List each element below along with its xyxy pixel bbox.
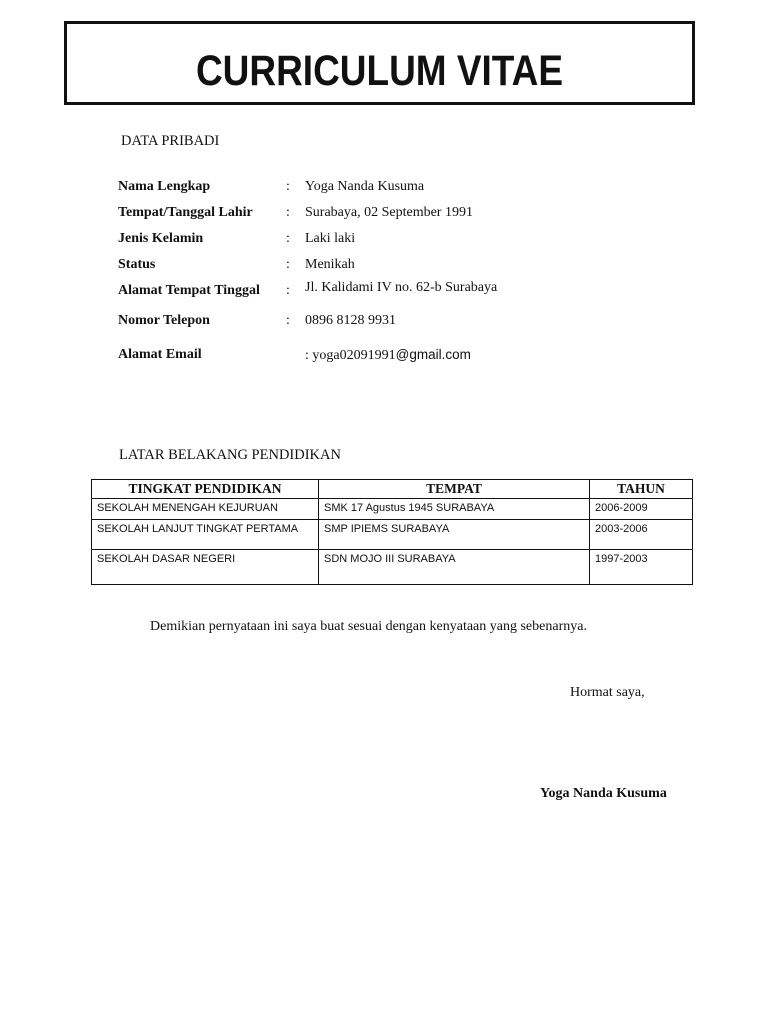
table-row — [92, 499, 693, 520]
table-cell-level: SEKOLAH DASAR NEGERI — [92, 550, 319, 585]
section-title-personal: DATA PRIBADI — [121, 133, 220, 149]
field-label-email: Alamat Email — [118, 347, 202, 362]
table-row — [92, 550, 693, 585]
field-value-address: Jl. Kalidami IV no. 62-b Surabaya — [305, 280, 498, 295]
closing-statement: Demikian pernyataan ini saya buat sesuai dengan kenyataan yang sebenarnya. — [150, 619, 587, 634]
column-header-place: TEMPAT — [319, 480, 590, 499]
field-value-birth: Surabaya, 02 September 1991 — [305, 205, 473, 220]
education-table — [91, 479, 693, 585]
field-value-phone: 0896 8128 9931 — [305, 313, 396, 328]
table-header-row — [92, 480, 693, 499]
field-colon: : — [286, 179, 290, 194]
table-cell-place: SMP IPIEMS SURABAYA — [319, 520, 590, 550]
email-domain: @gmail.com — [395, 347, 471, 362]
field-label-address: Alamat Tempat Tinggal — [118, 283, 260, 298]
column-header-level: TINGKAT PENDIDIKAN — [92, 480, 319, 499]
field-colon: : — [286, 231, 290, 246]
table-cell-year: 2006-2009 — [590, 499, 693, 520]
field-value-gender: Laki laki — [305, 231, 356, 246]
field-label-gender: Jenis Kelamin — [118, 231, 204, 246]
field-value-full-name: Yoga Nanda Kusuma — [305, 179, 425, 194]
closing-greeting: Hormat saya, — [570, 685, 645, 700]
field-colon: : — [286, 205, 290, 220]
field-value-email — [305, 347, 471, 364]
title-box — [64, 21, 695, 105]
field-label-status: Status — [118, 257, 156, 272]
field-label-full-name: Nama Lengkap — [118, 179, 211, 194]
signature-name: Yoga Nanda Kusuma — [540, 786, 667, 801]
field-colon: : — [286, 283, 290, 298]
field-colon: : — [286, 313, 290, 328]
table-cell-year: 2003-2006 — [590, 520, 693, 550]
table-cell-level: SEKOLAH MENENGAH KEJURUAN — [92, 499, 319, 520]
field-label-phone: Nomor Telepon — [118, 313, 210, 328]
table-cell-place: SMK 17 Agustus 1945 SURABAYA — [319, 499, 590, 520]
column-header-year: TAHUN — [590, 480, 693, 499]
field-label-birth: Tempat/Tanggal Lahir — [118, 205, 253, 220]
field-colon: : — [286, 257, 290, 272]
section-title-education: LATAR BELAKANG PENDIDIKAN — [119, 447, 341, 463]
email-prefix: : yoga02091991 — [305, 348, 396, 363]
field-value-status: Menikah — [305, 257, 355, 272]
document-title: CURRICULUM VITAE — [195, 47, 564, 95]
table-cell-level: SEKOLAH LANJUT TINGKAT PERTAMA — [92, 520, 319, 550]
table-cell-year: 1997-2003 — [590, 550, 693, 585]
table-row — [92, 520, 693, 550]
table-cell-place: SDN MOJO III SURABAYA — [319, 550, 590, 585]
